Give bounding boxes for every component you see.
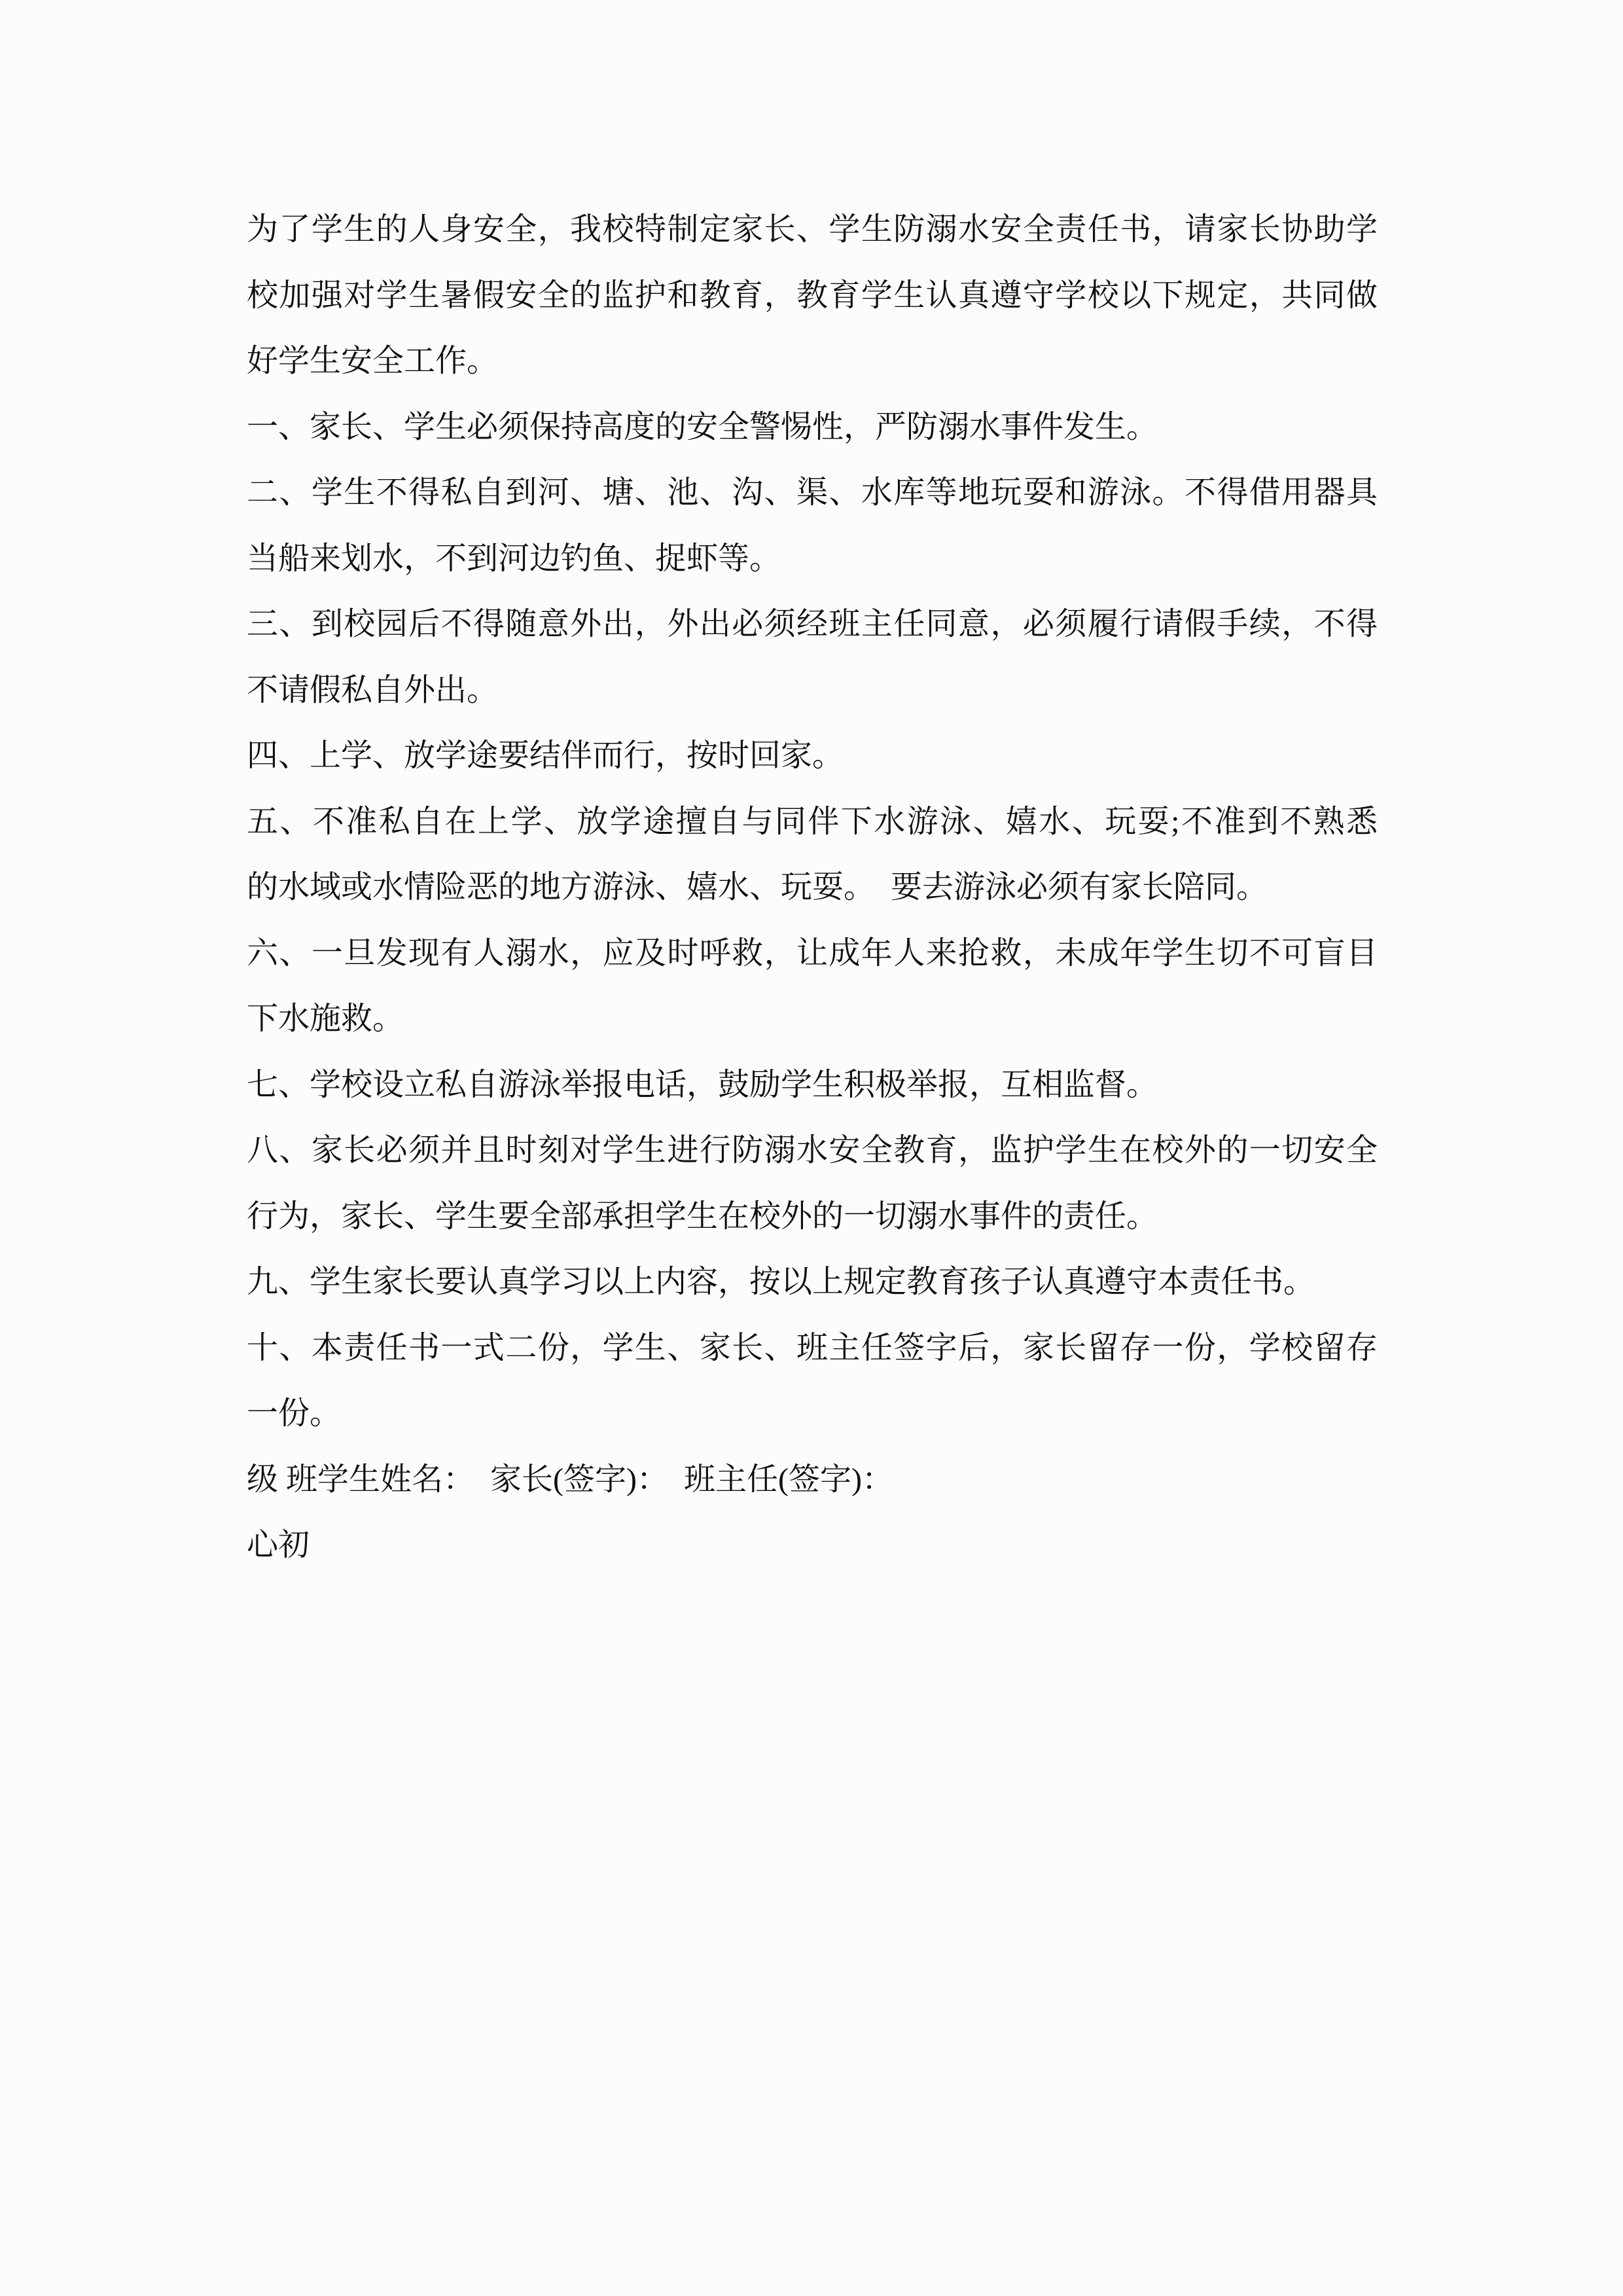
text-line: 一份。: [247, 1396, 342, 1431]
text-line: 当船来划水，不到河边钓鱼、捉虾等。: [247, 541, 781, 576]
text-line: 一、家长、学生必须保持高度的安全警惕性，严防溺水事件发生。: [247, 409, 1158, 444]
text-line: 行为，家长、学生要全部承担学生在校外的一切溺水事件的责任。: [247, 1198, 1158, 1234]
text-line: 九、学生家长要认真学习以上内容，按以上规定教育孩子认真遵守本责任书。: [247, 1265, 1315, 1299]
text-line: 校加强对学生暑假安全的监护和教育，教育学生认真遵守学校以下规定，共同做: [247, 278, 1378, 313]
text-line: 七、学校设立私自游泳举报电话，鼓励学生积极举报，互相监督。: [247, 1067, 1158, 1102]
text-line: 为了学生的人身安全，我校特制定家长、学生防溺水安全责任书，请家长协助学: [247, 212, 1378, 247]
document-body: [247, 197, 1378, 1579]
text-line: 五、不准私自在上学、放学途擅自与同伴下水游泳、嬉水、玩耍;不准到不熟悉: [247, 804, 1378, 839]
text-line: 四、上学、放学途要结伴而行，按时回家。: [247, 738, 844, 773]
text-line: 的水域或水情险恶的地方游泳、嬉水、玩耍。 要去游泳必须有家长陪同。: [247, 870, 1268, 905]
text-line: 下水施救。: [247, 1001, 404, 1036]
text-line: 不请假私自外出。: [247, 672, 499, 708]
text-line: 心初: [247, 1528, 310, 1562]
text-line: 八、家长必须并且时刻对学生进行防溺水安全教育，监护学生在校外的一切安全: [247, 1133, 1378, 1168]
text-line: 三、到校园后不得随意外出，外出必须经班主任同意，必须履行请假手续，不得: [247, 607, 1378, 641]
text-line: 级 班学生姓名： 家长(签字)： 班主任(签字)：: [247, 1462, 893, 1497]
text-line: 好学生安全工作。: [247, 344, 499, 378]
text-line: 二、学生不得私自到河、塘、池、沟、渠、水库等地玩耍和游泳。不得借用器具: [247, 475, 1378, 510]
text-line: 十、本责任书一式二份，学生、家长、班主任签字后，家长留存一份，学校留存: [247, 1330, 1378, 1365]
text-line: 六、一旦发现有人溺水，应及时呼救，让成年人来抢救，未成年学生切不可盲目: [247, 935, 1378, 971]
